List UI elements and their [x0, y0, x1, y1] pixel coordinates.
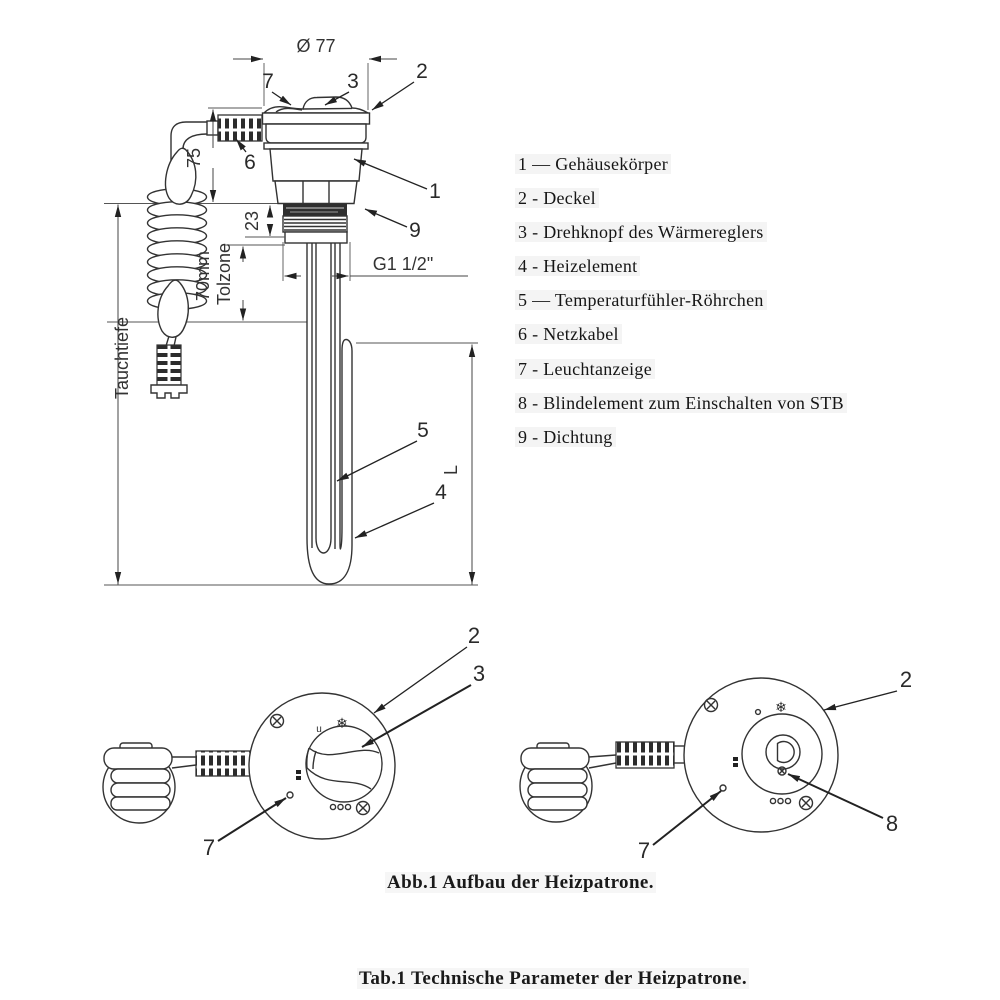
thread-collar [285, 232, 347, 243]
dim-thread-size-text: G1 1/2" [372, 254, 434, 274]
dimension-thread-size [283, 242, 468, 281]
legend-item-5: 5 — Temperaturfühler-Röhrchen [515, 290, 915, 311]
plug-arm [521, 748, 589, 769]
callout-9: 9 [409, 219, 421, 242]
bottom-view-with-knob [103, 623, 485, 860]
hex-nut [275, 181, 357, 204]
figure-caption: Abb.1 Aufbau der Heizpatrone. [387, 872, 654, 893]
view-cable-gland [616, 742, 674, 768]
view-cable-gland [196, 751, 250, 776]
housing-upper [266, 124, 366, 143]
dim-23-text: 23 [242, 210, 262, 232]
legend-item-1: 1 — Gehäusekörper [515, 154, 915, 175]
dim-L-text: L [441, 464, 461, 476]
legend-item-2: 2 - Deckel [515, 188, 915, 209]
cover-rim [263, 113, 370, 124]
heater-head [207, 97, 370, 243]
gasket [283, 204, 347, 216]
callout-6: 6 [244, 151, 256, 174]
legend-item-6: 6 - Netzkabel [515, 324, 915, 345]
callout-2-right-view: 2 [899, 667, 913, 692]
dim-diameter-text: Ø 77 [296, 36, 336, 56]
legend-item-3: 3 - Drehknopf des Wärmereglers [515, 222, 915, 243]
callout-7-left-view: 7 [202, 835, 216, 860]
callout-1: 1 [429, 180, 441, 203]
dim-tauchtiefe-text: Tauchtiefe [112, 316, 132, 400]
callout-3: 3 [347, 70, 359, 93]
callout-7: 7 [262, 70, 274, 93]
plug-arm [104, 748, 172, 769]
dimension-tolerance-zone [193, 243, 285, 321]
legend-item-4: 4 - Heizelement [515, 256, 915, 277]
legend-item-8: 8 - Blindelement zum Einschalten von STB [515, 393, 915, 414]
cord-end-gland [157, 345, 181, 385]
callout-3-left-view: 3 [472, 661, 486, 686]
dim-tolzone-text: Tolzone [214, 242, 234, 306]
callout-2-left-view: 2 [467, 623, 481, 648]
callout-4: 4 [435, 481, 447, 504]
legend-item-7: 7 - Leuchtanzeige [515, 359, 915, 380]
heating-element-tube [307, 243, 352, 584]
bottom-view-without-knob [520, 667, 912, 863]
min-mark: u [316, 724, 322, 735]
housing-body [270, 149, 362, 181]
dim-70mm-text: 70mm [193, 250, 213, 302]
dimension-thread-length [242, 206, 285, 238]
frost-symbol-icon: ❄ [336, 716, 348, 732]
frost-symbol-icon: ❄ [775, 700, 787, 716]
dimension-element-length [356, 343, 478, 585]
callout-2: 2 [416, 60, 428, 83]
cover-face [249, 693, 395, 839]
dimension-immersion-depth [112, 205, 132, 585]
dim-75-text: 75 [184, 147, 204, 169]
callout-8-right-view: 8 [885, 811, 899, 836]
callout-7-right-view: 7 [637, 838, 651, 863]
callout-5: 5 [417, 419, 429, 442]
legend-item-9: 9 - Dichtung [515, 427, 915, 448]
table-caption: Tab.1 Technische Parameter der Heizpatrone. [359, 968, 748, 989]
cord-end-cap [151, 385, 187, 398]
housing-flare [264, 143, 368, 149]
cable-gland [218, 115, 262, 141]
sensor-tube [316, 243, 331, 553]
